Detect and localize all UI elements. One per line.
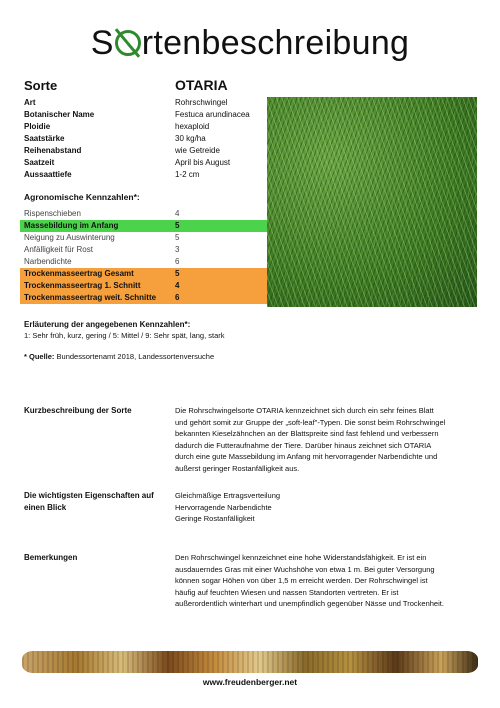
source-text: Bundessortenamt 2018, Landessortenversuche	[56, 352, 215, 361]
website-link[interactable]: www.freudenberger.net	[202, 677, 298, 687]
property-value: hexaploid	[175, 122, 210, 131]
explanation-heading: Erläuterung der angegebenen Kennzahlen*:	[24, 320, 191, 329]
agronomic-heading: Agronomische Kennzahlen*:	[24, 192, 140, 202]
property-row	[24, 133, 264, 145]
property-list	[24, 97, 264, 181]
property-value: April bis August	[175, 158, 231, 167]
title-suffix: rtenbeschreibung	[141, 24, 410, 62]
agronomic-value: 5	[175, 269, 180, 278]
property-value: wie Getreide	[175, 146, 220, 155]
agronomic-table	[20, 208, 267, 304]
variety-name: OTARIA	[175, 77, 228, 93]
agronomic-row	[20, 244, 267, 256]
explanation-text: 1: Sehr früh, kurz, gering / 5: Mittel / 9: Sehr spät, lang, stark	[24, 331, 225, 340]
property-row	[24, 109, 264, 121]
agronomic-row-highlight	[20, 220, 267, 232]
text-line: bekannten Kieselzähnchen an der Blattspreite sind fast fehlend und verbessern	[175, 429, 439, 438]
text-line: ausdauerndes Gras mit einer Wuchshöhe von etwa 1 m. Bei guter Versorgung	[175, 564, 435, 574]
text-line: können sogar Höhen von über 1,5 m erreicht werden. Der Rohrschwingel ist	[175, 576, 428, 585]
remarks-label: Bemerkungen	[24, 553, 78, 562]
agronomic-row-highlight	[20, 280, 267, 292]
text-line: Den Rohrschwingel kennzeichnet eine hohe Widerstandsfähigkeit. Er ist ein	[175, 553, 427, 562]
traits-label-line: einen Blick	[24, 503, 67, 512]
property-row	[24, 157, 264, 169]
agronomic-key: Trockenmasseertrag weit. Schnitte	[24, 293, 157, 302]
property-key: Ploidie	[24, 122, 51, 131]
text-line: Gleichmäßige Ertragsverteilung	[175, 491, 281, 500]
agronomic-value: 6	[175, 293, 180, 302]
property-row	[24, 169, 264, 181]
property-row	[24, 145, 264, 157]
property-key: Art	[24, 98, 36, 107]
property-row	[24, 121, 264, 133]
traits-label-line: Die wichtigsten Eigenschaften auf	[24, 491, 154, 500]
property-value: 1-2 cm	[175, 170, 200, 179]
property-key: Saatzeit	[24, 158, 55, 167]
text-line: durch eine gute Massebildung im Anfang mit hervorragender Narbendichte und	[175, 452, 438, 461]
text-line: und gehört somit zur Gruppe der „soft-leaf"-Typen. Die sonst beim Rohrschwingel	[175, 417, 446, 427]
leaf-logo-icon	[115, 30, 141, 56]
agronomic-value: 3	[175, 245, 180, 254]
agronomic-value: 6	[175, 257, 180, 266]
agronomic-row	[20, 256, 267, 268]
property-value: 30 kg/ha	[175, 134, 206, 143]
seed-banner	[22, 651, 478, 673]
agronomic-key: Anfälligkeit für Rost	[24, 245, 93, 254]
agronomic-key: Trockenmasseertrag 1. Schnitt	[24, 281, 141, 290]
text-line: außerordentlich winterhart und unempfindlich gegenüber Nässe und Trockenheit.	[175, 599, 444, 608]
source-label: * Quelle:	[24, 352, 55, 361]
text-line: Geringe Rostanfälligkeit	[175, 514, 255, 523]
short-description-text	[175, 405, 475, 474]
agronomic-value: 5	[175, 233, 180, 242]
agronomic-key: Neigung zu Auswinterung	[24, 233, 115, 242]
text-line: Die Rohrschwingelsorte OTARIA kennzeichnet sich durch ein sehr feines Blatt	[175, 406, 434, 415]
agronomic-row	[20, 232, 267, 244]
property-key: Reihenabstand	[24, 146, 82, 155]
property-value: Festuca arundinacea	[175, 110, 250, 119]
agronomic-row-highlight	[20, 268, 267, 280]
variety-label: Sorte	[24, 78, 58, 93]
grass-photo	[267, 97, 477, 307]
agronomic-row-highlight	[20, 292, 267, 304]
property-value: Rohrschwingel	[175, 98, 228, 107]
agronomic-row	[20, 208, 267, 220]
property-key: Aussaattiefe	[24, 170, 72, 179]
text-line: äußerst geringer Rostanfälligkeit aus.	[175, 463, 300, 473]
agronomic-key: Massebildung im Anfang	[24, 221, 119, 230]
traits-text	[175, 490, 475, 525]
agronomic-key: Narbendichte	[24, 257, 72, 266]
source-note	[24, 352, 214, 361]
text-line: häufig auf feuchten Wiesen und nassen Standorten vertreten. Er ist	[175, 587, 399, 597]
property-key: Saatstärke	[24, 134, 65, 143]
agronomic-key: Rispenschieben	[24, 209, 81, 218]
traits-label	[24, 490, 169, 514]
title-prefix: S	[90, 24, 114, 62]
property-key: Botanischer Name	[24, 110, 95, 119]
page-title	[0, 24, 500, 63]
agronomic-value: 4	[175, 281, 180, 290]
short-description-label: Kurzbeschreibung der Sorte	[24, 406, 132, 415]
text-line: Hervorragende Narbendichte	[175, 502, 272, 512]
agronomic-value: 5	[175, 221, 180, 230]
agronomic-key: Trockenmasseertrag Gesamt	[24, 269, 134, 278]
agronomic-value: 4	[175, 209, 180, 218]
text-line: dadurch die Futteraufnahme der Tiere. Darüber hinaus zeichnet sich OTARIA	[175, 440, 432, 450]
property-row	[24, 97, 264, 109]
remarks-text	[175, 552, 475, 610]
